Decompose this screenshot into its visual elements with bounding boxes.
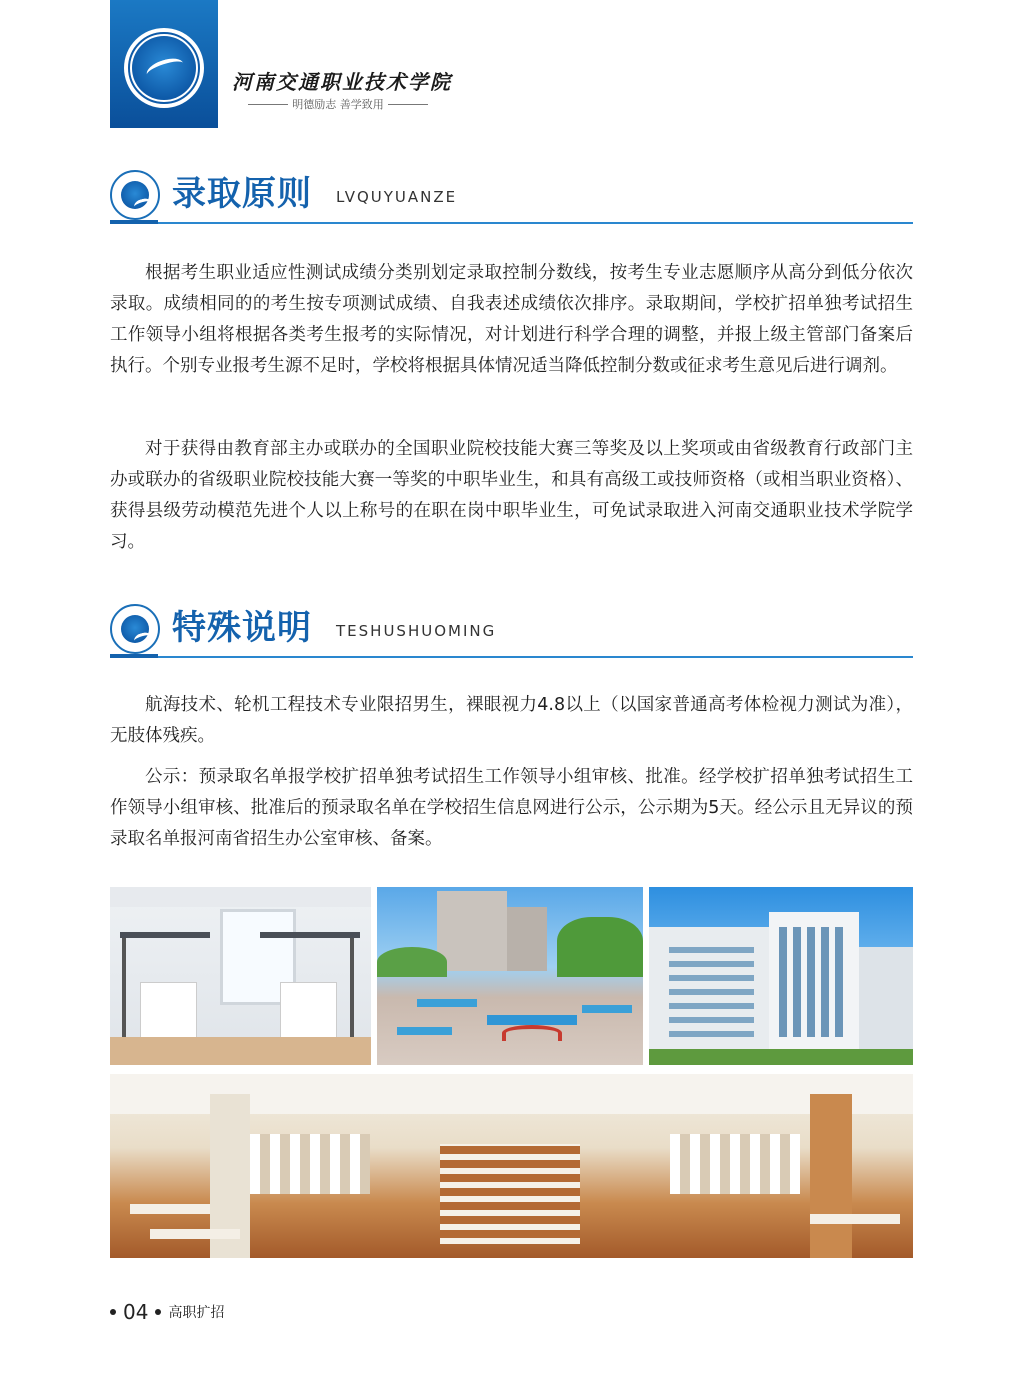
school-motto <box>248 96 428 112</box>
school-emblem-icon <box>124 28 204 108</box>
sports-ground-photo <box>377 887 643 1065</box>
school-logo-block <box>110 0 218 128</box>
section-pinyin: LVQUYUANZE <box>336 188 458 206</box>
paragraph: 航海技术、轮机工程技术专业限招男生，裸眼视力4.8以上（以国家普通高考体检视力测试为准），无肢体残疾。 <box>110 695 913 746</box>
section-title: 录取原则 <box>172 174 312 214</box>
paragraph: 对于获得由教育部主办或联办的全国职业院校技能大赛三等奖及以上奖项或由省级教育行政部门主办或联办的省级职业院校技能大赛一等奖的中职毕业生，和具有高级工或技师资格（或相当职业资格）、获得县级劳动模范先进个人以上称号的在职在岗中职毕业生，可免试录取进入河南交通职业技术学院学习。 <box>110 439 913 552</box>
school-emblem-icon <box>110 604 160 654</box>
page-footer <box>110 1300 224 1324</box>
paragraph: 公示：预录取名单报学校扩招单独考试招生工作领导小组审核、批准。经学校扩招单独考试招生工作领导小组审核、批准后的预录取名单在学校招生信息网进行公示，公示期为5天。经公示且无异议的预录取名单报河南省招生办公室审核、备案。 <box>110 767 913 849</box>
motto-text: 明德励志 善学致用 <box>292 98 384 111</box>
section-pinyin: TESHUSHUOMING <box>336 622 497 640</box>
dormitory-photo <box>110 887 371 1065</box>
canteen-panorama-photo <box>110 1074 913 1258</box>
section-divider <box>110 222 913 224</box>
page-number: 04 <box>123 1300 149 1324</box>
paragraph: 根据考生职业适应性测试成绩分类别划定录取控制分数线，按考生专业志愿顺序从高分到低分依次录取。成绩相同的的考生按专项测试成绩、自我表述成绩依次排序。录取期间，学校扩招单独考试招生工作领导小组将根据各类考生报考的实际情况，对计划进行科学合理的调整，并报上级主管部门备案后执行。个别专业报考生源不足时，学校将根据具体情况适当降低控制分数或征求考生意见后进行调剂。 <box>110 263 913 376</box>
section-heading-admission <box>110 170 913 220</box>
section-divider <box>110 656 913 658</box>
campus-building-photo <box>649 887 913 1065</box>
section-heading-special-notes <box>110 604 913 654</box>
section-title: 特殊说明 <box>172 608 312 648</box>
footer-label: 高职扩招 <box>168 1305 225 1321</box>
school-emblem-icon <box>110 170 160 220</box>
school-name: 河南交通职业技术学院 <box>232 70 452 94</box>
